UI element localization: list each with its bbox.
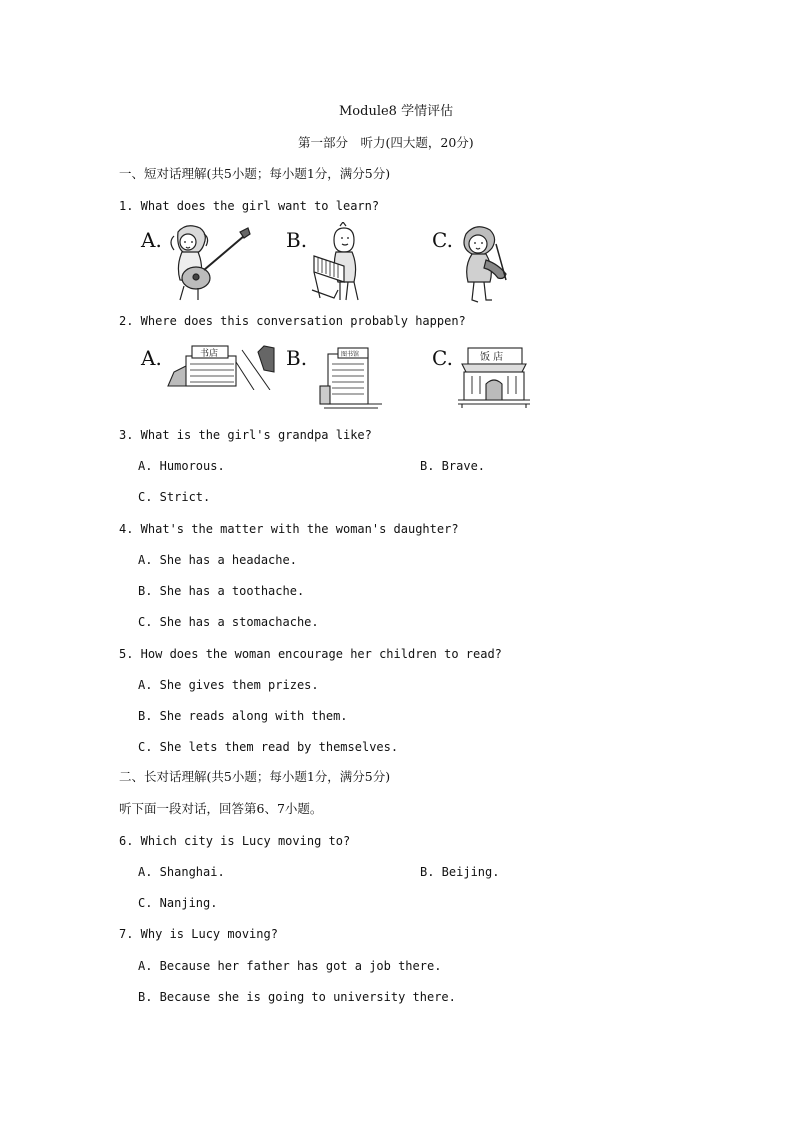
q1-option-a-label: A. — [141, 228, 162, 252]
girl-playing-guitar-image — [168, 222, 252, 302]
q5-option-a: A. She gives them prizes. — [138, 678, 319, 692]
q4-option-a: A. She has a headache. — [138, 553, 297, 567]
question-2: 2. Where does this conversation probably happen? — [119, 314, 466, 328]
question-6: 6. Which city is Lucy moving to? — [119, 834, 351, 848]
section-two-instruction: 听下面一段对话，回答第6、7小题。 — [119, 801, 323, 816]
library-sign: 图书馆 — [341, 351, 360, 358]
q3-option-a: A. Humorous. — [138, 459, 225, 473]
question-7: 7. Why is Lucy moving? — [119, 927, 278, 941]
girl-playing-piano-image — [310, 222, 372, 302]
q7-option-b: B. Because she is going to university there. — [138, 990, 456, 1004]
restaurant-image — [456, 346, 532, 408]
restaurant-sign: 饭 店 — [480, 352, 504, 363]
bookstore-sign: 书店 — [200, 349, 219, 359]
q2-option-a-label: A. — [141, 346, 162, 370]
q5-option-b: B. She reads along with them. — [138, 709, 348, 723]
q6-option-b: B. Beijing. — [420, 865, 500, 879]
section-two-heading: 二、长对话理解(共5小题；每小题1分，满分5分) — [119, 769, 391, 784]
q2-option-c-label: C. — [432, 346, 453, 370]
q1-option-c-label: C. — [432, 228, 453, 252]
page-title: Module8 学情评估 — [339, 104, 454, 119]
question-4: 4. What's the matter with the woman's daughter? — [119, 522, 459, 536]
girl-playing-violin-image — [456, 224, 518, 304]
q4-option-c: C. She has a stomachache. — [138, 615, 319, 629]
q5-option-c: C. She lets them read by themselves. — [138, 740, 399, 754]
q3-option-b: B. Brave. — [420, 459, 486, 473]
q7-option-a: A. Because her father has got a job there. — [138, 959, 442, 973]
q3-option-c: C. Strict. — [138, 490, 211, 504]
question-3: 3. What is the girl's grandpa like? — [119, 428, 372, 442]
question-1: 1. What does the girl want to learn? — [119, 199, 380, 213]
q6-option-c: C. Nanjing. — [138, 896, 218, 910]
q4-option-b: B. She has a toothache. — [138, 584, 305, 598]
bookstore-image — [166, 342, 276, 390]
section-one-heading: 一、短对话理解(共5小题；每小题1分，满分5分) — [119, 166, 391, 181]
q2-option-b-label: B. — [286, 346, 308, 370]
q6-option-a: A. Shanghai. — [138, 865, 225, 879]
part-one-heading: 第一部分 听力(四大题，20分) — [298, 135, 474, 150]
library-image — [316, 346, 386, 410]
question-5: 5. How does the woman encourage her children to read? — [119, 647, 502, 661]
q1-option-b-label: B. — [286, 228, 308, 252]
